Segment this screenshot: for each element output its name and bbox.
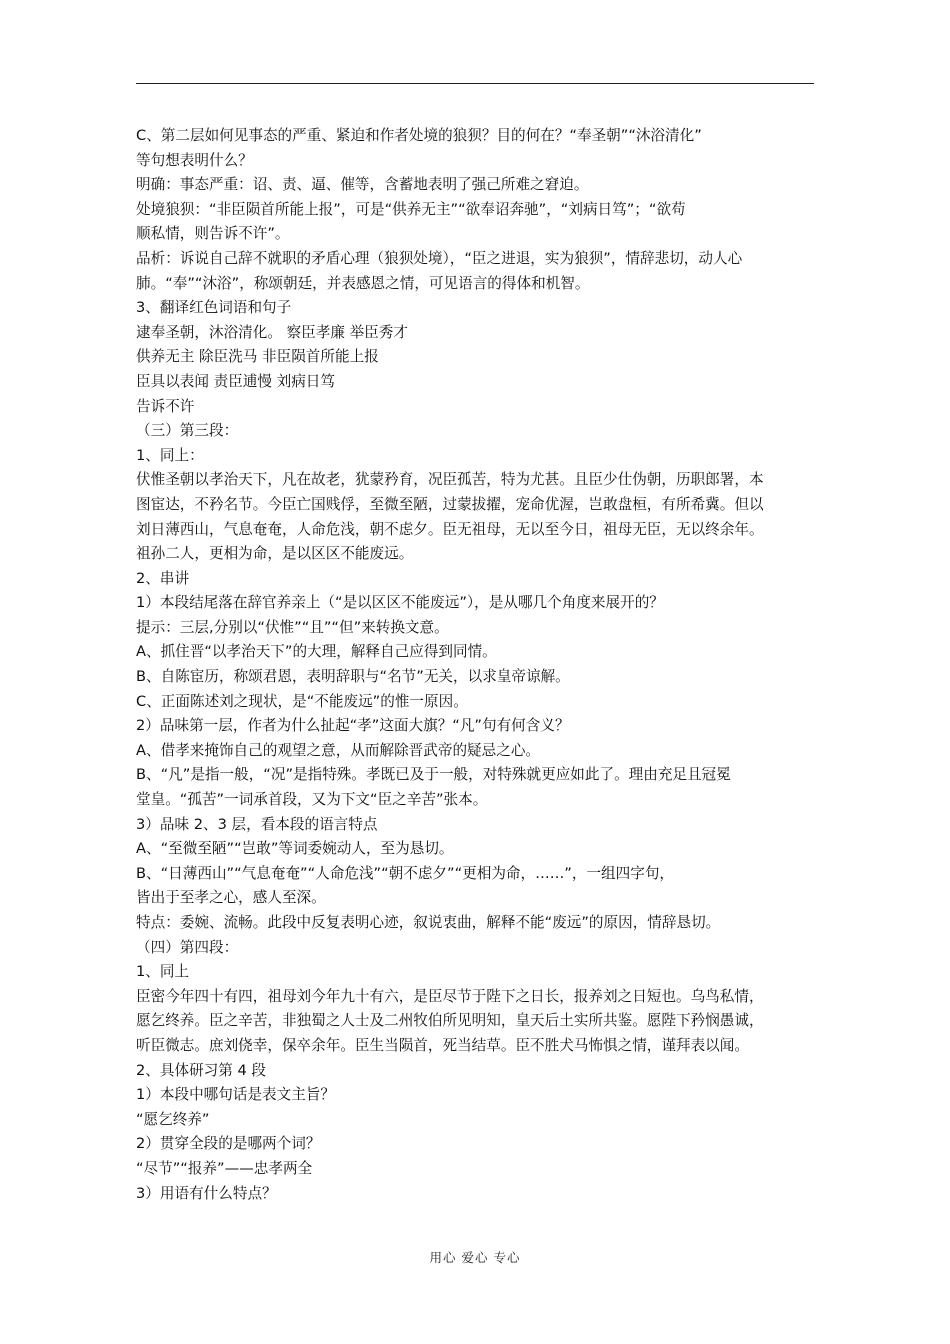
text-line: 2）品味第一层，作者为什么扯起“孝”这面大旗？“凡”句有何含义？ [136, 717, 570, 735]
text-line: 明确：事态严重：诏、责、逼、催等，含蓄地表明了强己所难之窘迫。 [136, 176, 589, 194]
text-line: 供养无主 除臣洗马 非臣陨首所能上报 [136, 348, 379, 366]
text-line: 图宦达，不矜名节。今臣亡国贱俘，至微至陋，过蒙拔擢，宠命优渥，岂敢盘桓，有所希冀。但以 [136, 495, 764, 513]
text-line: （四）第四段： [136, 938, 239, 956]
text-line: C、第二层如何见事态的严重、紧迫和作者处境的狼狈？目的何在？“奉圣朝”“沐浴清化” [136, 127, 702, 144]
text-line: 2）贯穿全段的是哪两个词？ [136, 1135, 321, 1153]
text-line: 顺私情，则告诉不许”。 [136, 225, 290, 243]
text-line: A、抓住晋“以孝治天下”的大理，解释自己应得到同情。 [136, 643, 497, 661]
text-line: 1）本段结尾落在辞官养亲上（“是以区区不能废远”），是从哪几个角度来展开的？ [136, 594, 664, 612]
text-line: 刘日薄西山，气息奄奄，人命危浅，朝不虑夕。臣无祖母，无以至今日，祖母无臣，无以终余年。 [136, 520, 764, 538]
text-line: 3）品味 2、3 层，看本段的语言特点 [136, 815, 378, 833]
header-rule [136, 83, 814, 84]
text-line: 等句想表明什么？ [136, 151, 253, 169]
page-footer: 用心 爱心 专心 [429, 1250, 521, 1265]
text-line: 听臣微志。庶刘侥幸，保卒余年。臣生当陨首，死当结草。臣不胜犬马怖惧之情，谨拜表以闻。 [136, 1036, 749, 1054]
text-line: 告诉不许 [136, 397, 195, 415]
text-line: A、借孝来掩饰自己的观望之意，从而解除晋武帝的疑忌之心。 [136, 741, 541, 759]
text-line: C、正面陈述刘之现状，是“不能废远”的惟一原因。 [136, 692, 468, 710]
text-line: “尽节”“报养”——忠孝两全 [136, 1159, 313, 1177]
text-line: 1、同上 [136, 963, 190, 981]
text-line: A、“至微至陋”“岂敢”等词委婉动人，至为恳切。 [136, 840, 454, 858]
text-line: 特点：委婉、流畅。此段中反复表明心迹，叙说衷曲，解释不能“废远”的原因，情辞恳切。 [136, 914, 721, 931]
text-line: 2、串讲 [136, 569, 190, 587]
text-line: 伏惟圣朝以孝治天下，凡在故老，犹蒙矜育，况臣孤苦，特为尤甚。且臣少仕伪朝，历职郎署，本 [136, 471, 764, 489]
text-line: （三）第三段： [136, 422, 239, 440]
text-line: 臣具以表闻 责臣逋慢 刘病日笃 [136, 372, 335, 390]
text-line: B、“日薄西山”“气息奄奄”“人命危浅”“朝不虑夕”“更相为命，……”，一组四字句， [136, 864, 675, 882]
text-line: B、自陈宦历，称颂君恩，表明辞职与“名节”无关，以求皇帝谅解。 [136, 668, 570, 686]
text-line: 2、具体研习第 4 段 [136, 1061, 267, 1079]
text-line: 1、同上： [136, 446, 204, 464]
text-line: B、“凡”是指一般，“况”是指特殊。孝既已及于一般，对特殊就更应如此了。理由充足且冠冕 [136, 766, 731, 784]
text-line: 臣密今年四十有四，祖母刘今年九十有六，是臣尽节于陛下之日长，报养刘之日短也。乌鸟私情， [136, 987, 764, 1005]
text-line: 处境狼狈：“非臣陨首所能上报”，可是“供养无主”“欲奉诏奔驰”，“刘病日笃”；“欲苟 [136, 200, 686, 218]
text-line: 愿乞终养。臣之辛苦，非独蜀之人士及二州牧伯所见明知，皇天后土实所共鉴。愿陛下矜悯愚诚， [136, 1012, 764, 1030]
text-line: 1）本段中哪句话是表文主旨？ [136, 1086, 336, 1104]
text-line: 3）用语有什么特点？ [136, 1184, 277, 1202]
document-body [136, 124, 816, 1206]
text-line: 肺。“奉”“沐浴”，称颂朝廷，并表感恩之情，可见语言的得体和机智。 [136, 274, 590, 292]
text-line: “愿乞终养” [136, 1110, 210, 1128]
text-line: 逮奉圣朝，沐浴清化。 察臣孝廉 举臣秀才 [136, 323, 408, 341]
text-line: 祖孙二人，更相为命，是以区区不能废远。 [136, 545, 414, 563]
text-line: 堂皇。“孤苦”一词承首段，又为下文“臣之辛苦”张本。 [136, 791, 488, 809]
text-line: 提示：三层,分别以“伏惟”“且”“但”来转换文意。 [136, 618, 449, 636]
text-line: 皆出于至孝之心，感人至深。 [136, 889, 326, 907]
text-line: 3、翻译红色词语和句子 [136, 299, 292, 317]
text-line: 品析：诉说自己辞不就职的矛盾心理（狼狈处境），“臣之进退，实为狼狈”，情辞悲切，动人心 [136, 249, 743, 267]
